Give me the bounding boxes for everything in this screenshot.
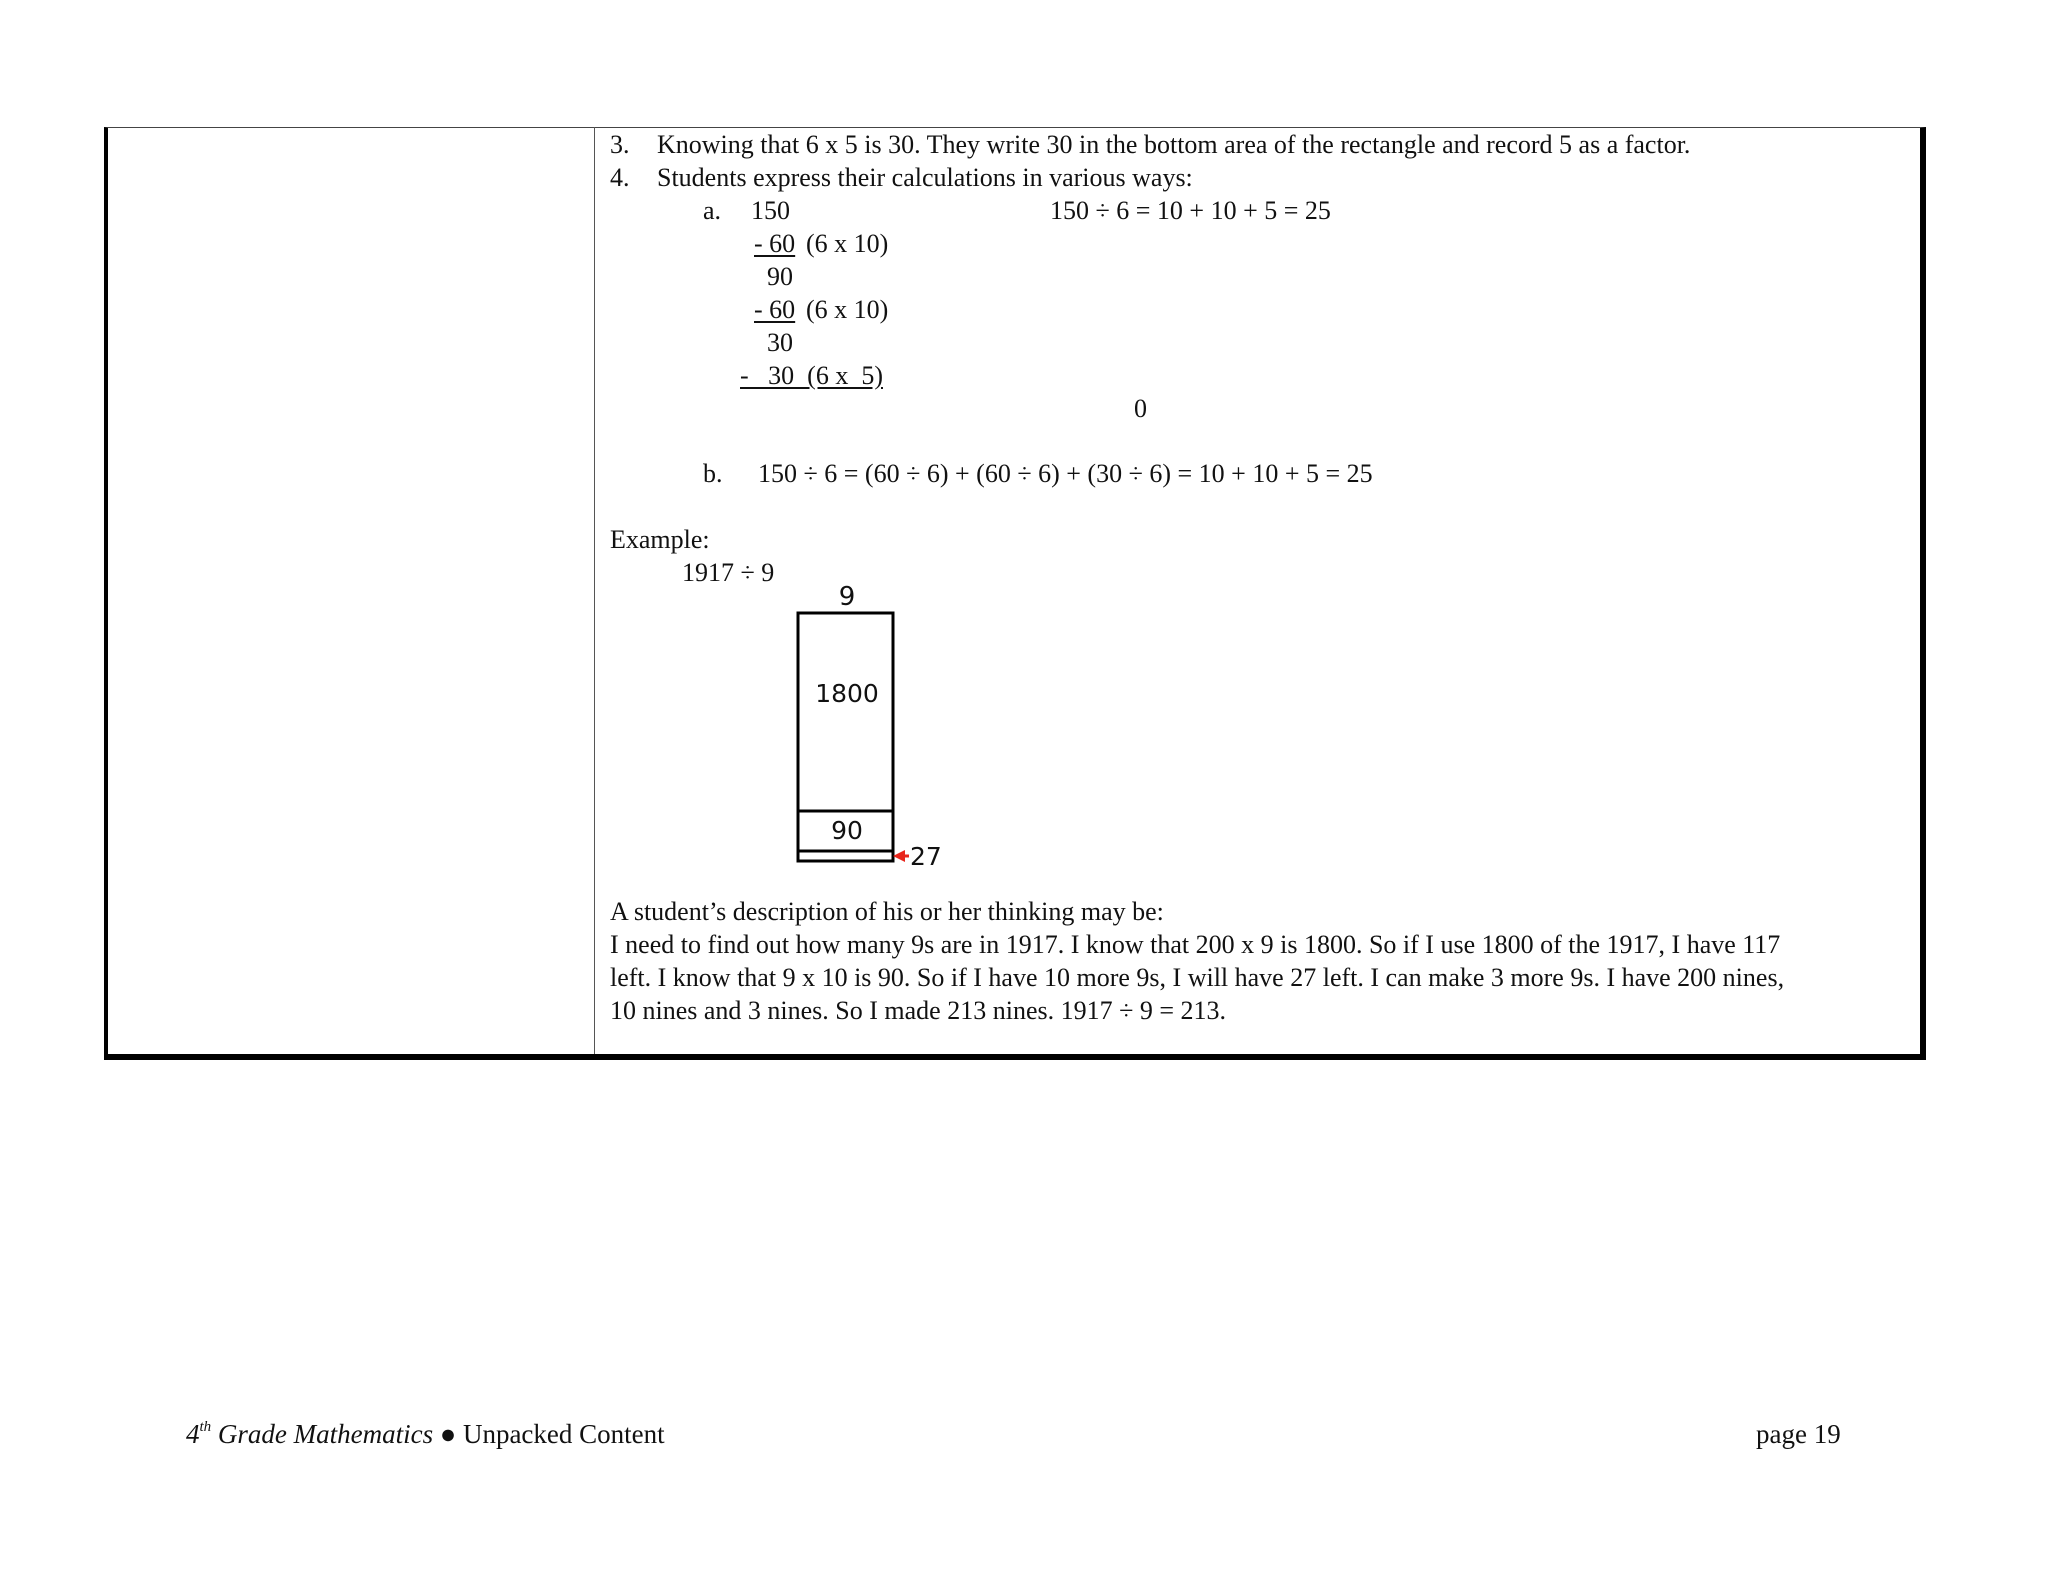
area-model-section-27: 27	[910, 842, 942, 871]
list-label-a: a.	[703, 196, 722, 225]
page-number: page 19	[1756, 1419, 1841, 1449]
area-model-section-1800: 1800	[815, 679, 879, 708]
step-3-text: Knowing that 6 x 5 is 30. They write 30 in the bottom area of the rectangle and record 5 as a factor.	[657, 130, 1691, 159]
description-intro: A student’s description of his or her thinking may be:	[610, 897, 1164, 926]
partial-quotient-note-1: (6 x 10)	[806, 229, 889, 258]
partial-quotient-subtract-3: - 30 (6 x 5)	[740, 361, 883, 390]
step-3-number: 3.	[610, 130, 630, 159]
footer-title	[186, 1417, 665, 1451]
footer-subtitle: Unpacked Content	[462, 1419, 665, 1449]
area-model-top-factor: 9	[838, 582, 856, 612]
example-label: Example:	[610, 525, 710, 554]
partial-quotient-note-2: (6 x 10)	[806, 295, 889, 324]
area-model-diagram	[780, 575, 980, 875]
description-line-1: I need to find out how many 9s are in 1917. I know that 200 x 9 is 1800. So if I use 1800 of the 1917, I have 117	[610, 930, 1781, 959]
partial-quotient-subtract-1: - 60	[754, 229, 796, 258]
description-line-3: 10 nines and 3 nines. So I made 213 nines. 1917 ÷ 9 = 213.	[610, 996, 1227, 1025]
step-4-text: Students express their calculations in various ways:	[657, 163, 1193, 192]
partial-quotient-row-1: 150	[751, 196, 790, 225]
partial-quotient-subtract-2: - 60	[754, 295, 796, 324]
step-4-number: 4.	[610, 163, 630, 192]
area-model-section-90: 90	[831, 816, 863, 845]
partial-quotient-row-3: 90	[767, 262, 793, 291]
footer-grade-suffix: th	[199, 1419, 212, 1435]
description-line-2: left. I know that 9 x 10 is 90. So if I have 10 more 9s, I will have 27 left. I can make 3 more 9s. I have 200 nines,	[610, 963, 1785, 992]
footer-grade-number: 4	[186, 1419, 200, 1449]
example-problem: 1917 ÷ 9	[682, 558, 775, 587]
footer-separator: ●	[433, 1419, 463, 1449]
red-arrow-icon	[893, 850, 905, 862]
equation-a: 150 ÷ 6 = 10 + 10 + 5 = 25	[1050, 196, 1331, 225]
footer-title-rest: Grade Mathematics	[211, 1419, 434, 1449]
partial-quotient-row-5: 30	[767, 328, 793, 357]
equation-b: 150 ÷ 6 = (60 ÷ 6) + (60 ÷ 6) + (30 ÷ 6) = 10 + 10 + 5 = 25	[758, 459, 1373, 488]
partial-quotient-remainder: 0	[1134, 394, 1147, 423]
table-column-divider	[594, 127, 595, 1054]
list-label-b: b.	[703, 459, 723, 488]
